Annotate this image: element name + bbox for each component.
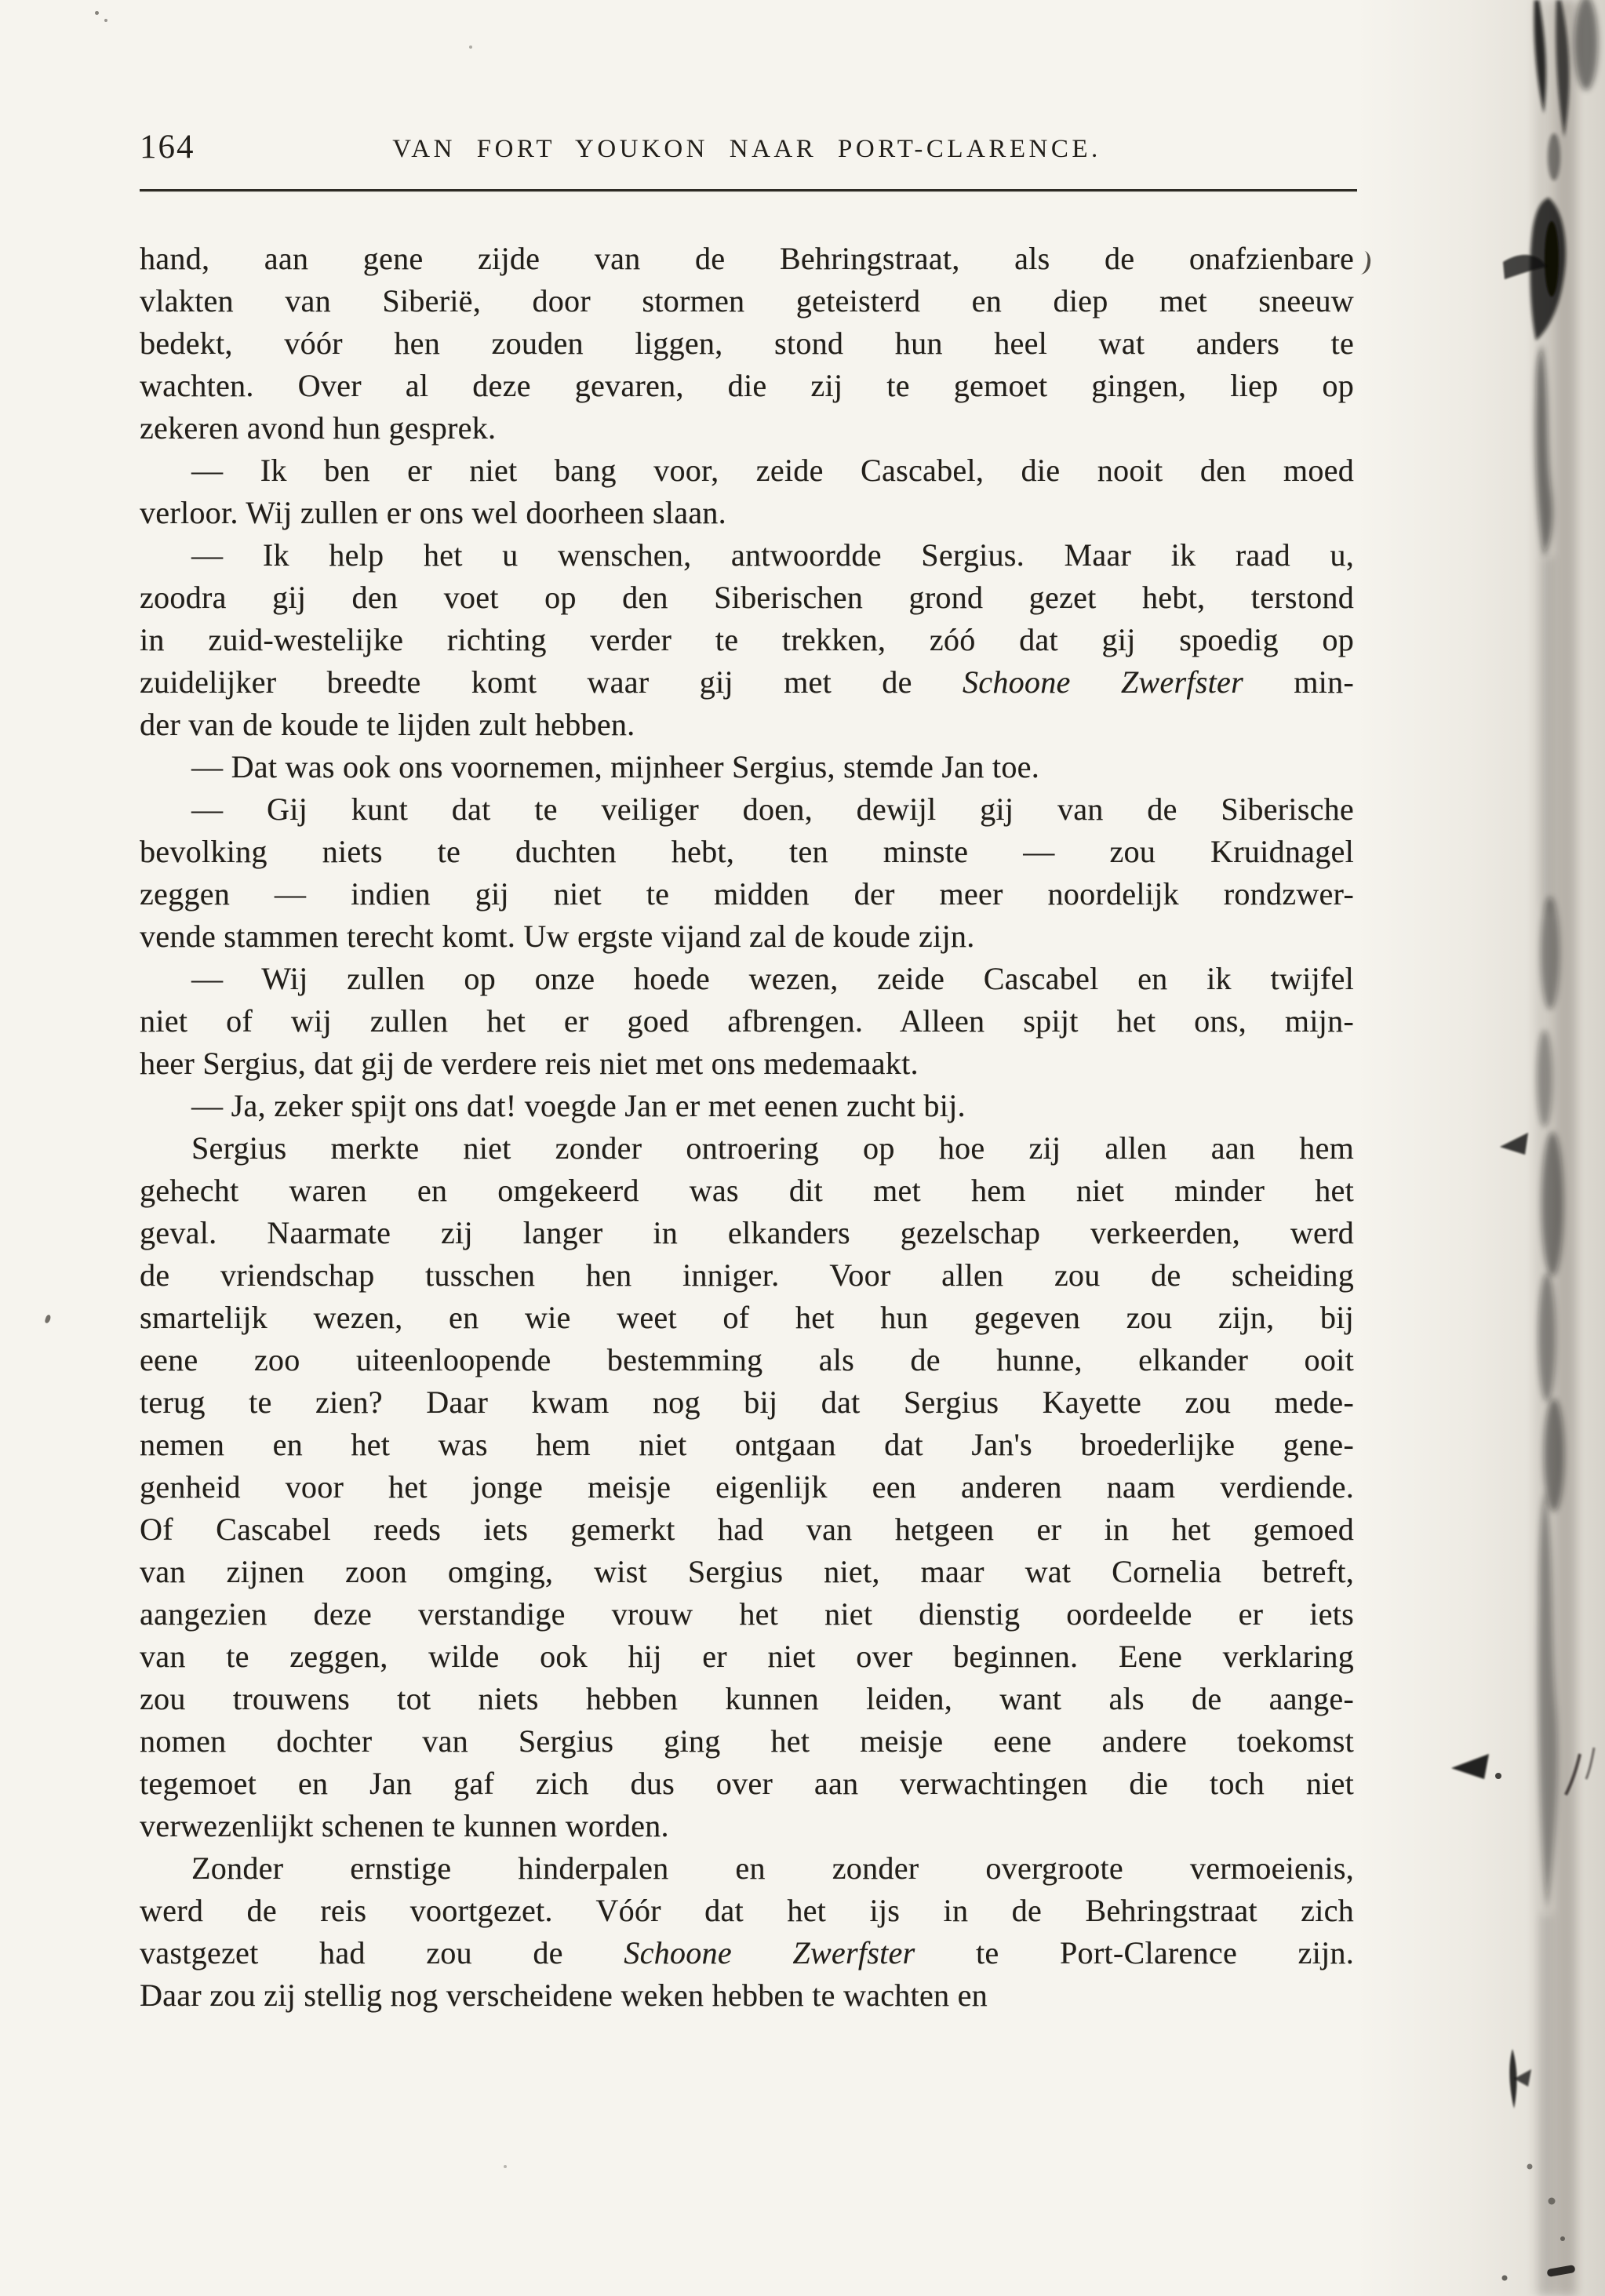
text-segment: te Port-Clarence zijn.: [915, 1935, 1355, 1970]
text-block: [140, 238, 1354, 2017]
text-line: [140, 958, 1354, 1000]
text-segment: genheid voor het jonge meisje eigenlijk een anderen naam verdiende.: [140, 1469, 1354, 1505]
ink-speck: [95, 11, 99, 15]
text-segment: gehecht waren en omgekeerd was dit met hem niet minder het: [140, 1173, 1354, 1208]
text-line: [140, 1932, 1354, 1974]
text-line: [140, 831, 1354, 873]
header-rule: [140, 189, 1357, 191]
page-number: 164: [140, 129, 195, 166]
text-line: [140, 1212, 1354, 1254]
text-segment: bedekt, vóór hen zouden liggen, stond hun heel wat anders te: [140, 326, 1354, 361]
text-line: [140, 1466, 1354, 1508]
text-segment: — Dat was ook ons voornemen, mijnheer Sergius, stemde Jan toe.: [191, 749, 1040, 784]
text-segment: vlakten van Siberië, door stormen geteisterd en diep met sneeuw: [140, 283, 1354, 318]
text-segment: wachten. Over al deze gevaren, die zij te gemoet gingen, liep op: [140, 368, 1354, 403]
ink-speck: [104, 19, 107, 22]
text-segment: Zonder ernstige hinderpalen en zonder overgroote vermoeienis,: [191, 1850, 1354, 1886]
text-line: [140, 788, 1354, 831]
text-segment: — Wij zullen op onze hoede wezen, zeide Cascabel en ik twijfel: [191, 961, 1354, 996]
text-line: [140, 873, 1354, 915]
text-line: [140, 1636, 1354, 1678]
text-segment: hand, aan gene zijde van de Behringstraat, als de onafzienbare: [140, 241, 1354, 276]
text-segment: heer Sergius, dat gij de verdere reis niet met ons medemaakt.: [140, 1046, 919, 1081]
text-segment: tegemoet en Jan gaf zich dus over aan verwachtingen die toch niet: [140, 1766, 1354, 1801]
scan-arrow-mark-upper: [1500, 1133, 1528, 1155]
text-line: [140, 1890, 1354, 1932]
text-line: [140, 1042, 1354, 1085]
paragraph: [140, 238, 1354, 449]
text-segment: terug te zien? Daar kwam nog bij dat Sergius Kayette zou mede-: [140, 1385, 1354, 1420]
ink-speck: [504, 2165, 507, 2168]
text-segment: niet of wij zullen het er goed afbrengen. Alleen spijt het ons, mijn-: [140, 1003, 1354, 1039]
text-segment: nemen en het was hem niet ontgaan dat Jan's broederlijke gene-: [140, 1427, 1354, 1462]
text-line: [140, 1339, 1354, 1381]
italic-text: Schoone Zwerfster: [624, 1935, 915, 1970]
paragraph: [140, 958, 1354, 1085]
paragraph: [140, 449, 1354, 534]
ink-speck: [1357, 250, 1373, 275]
text-segment: Sergius merkte niet zonder ontroering op hoe zij allen aan hem: [191, 1130, 1354, 1166]
text-segment: der van de koude te lijden zult hebben.: [140, 707, 635, 742]
text-segment: geval. Naarmate zij langer in elkanders gezelschap verkeerden, werd: [140, 1215, 1354, 1250]
text-segment: de vriendschap tusschen hen inniger. Voor allen zou de scheiding: [140, 1257, 1354, 1293]
text-line: [140, 1720, 1354, 1763]
text-segment: werd de reis voortgezet. Vóór dat het ijs in de Behringstraat zich: [140, 1893, 1354, 1928]
paragraph: [140, 1085, 1354, 1127]
text-line: [140, 1805, 1354, 1847]
scan-hook-mark: [1509, 2049, 1531, 2109]
text-segment: bevolking niets te duchten hebt, ten minste — zou Kruidnagel: [140, 834, 1354, 869]
ink-speck: [44, 1314, 51, 1323]
text-segment: min-: [1243, 664, 1355, 700]
text-line: [140, 619, 1354, 661]
ink-speck: [469, 45, 472, 49]
text-line: [140, 1297, 1354, 1339]
text-line: [140, 1847, 1354, 1890]
text-segment: verloor. Wij zullen er ons wel doorheen slaan.: [140, 495, 726, 530]
text-segment: vastgezet had zou de: [140, 1935, 624, 1970]
text-segment: — Ik help het u wenschen, antwoordde Sergius. Maar ik raad u,: [191, 537, 1354, 573]
binding-shadow-band: [1412, 0, 1605, 2296]
running-title: VAN FORT YOUKON NAAR PORT-CLARENCE.: [392, 135, 1101, 163]
text-line: [140, 577, 1354, 619]
text-segment: smartelijk wezen, en wie weet of het hun gegeven zou zijn, bij: [140, 1300, 1354, 1335]
text-line: [140, 280, 1354, 322]
text-segment: Of Cascabel reeds iets gemerkt had van hetgeen er in het gemoed: [140, 1512, 1354, 1547]
text-line: [140, 1551, 1354, 1593]
paragraph: [140, 534, 1354, 746]
text-line: [140, 1254, 1354, 1297]
text-segment: van zijnen zoon omging, wist Sergius niet, maar wat Cornelia betreft,: [140, 1554, 1354, 1589]
text-segment: verwezenlijkt schenen te kunnen worden.: [140, 1808, 669, 1843]
text-line: [140, 534, 1354, 577]
text-line: [140, 1127, 1354, 1170]
text-segment: vende stammen terecht komt. Uw ergste vijand zal de koude zijn.: [140, 919, 975, 954]
text-line: [140, 322, 1354, 365]
text-segment: zekeren avond hun gesprek.: [140, 410, 497, 446]
text-line: [140, 1593, 1354, 1636]
text-segment: — Ik ben er niet bang voor, zeide Cascabel, die nooit den moed: [191, 453, 1354, 488]
text-segment: — Ja, zeker spijt ons dat! voegde Jan er met eenen zucht bij.: [191, 1088, 966, 1123]
text-segment: zuidelijker breedte komt waar gij met de: [140, 664, 963, 700]
text-segment: aangezien deze verstandige vrouw het niet dienstig oordeelde er iets: [140, 1596, 1354, 1632]
text-line: [140, 1763, 1354, 1805]
italic-text: Schoone Zwerfster: [962, 664, 1243, 700]
text-line: [140, 704, 1354, 746]
text-segment: nomen dochter van Sergius ging het meisje eene andere toekomst: [140, 1723, 1354, 1759]
text-line: [140, 661, 1354, 704]
text-segment: zoodra gij den voet op den Siberischen grond gezet hebt, terstond: [140, 580, 1354, 615]
text-line: [140, 1085, 1354, 1127]
text-line: [140, 1508, 1354, 1551]
text-line: [140, 1424, 1354, 1466]
text-segment: van te zeggen, wilde ook hij er niet over beginnen. Eene verklaring: [140, 1639, 1354, 1674]
paragraph: [140, 746, 1354, 788]
text-line: [140, 238, 1354, 280]
text-segment: — Gij kunt dat te veiliger doen, dewijl gij van de Siberische: [191, 791, 1354, 827]
text-segment: zou trouwens tot niets hebben kunnen leiden, want als de aange-: [140, 1681, 1354, 1716]
paragraph: [140, 788, 1354, 958]
text-line: [140, 492, 1354, 534]
text-line: [140, 1678, 1354, 1720]
text-line: [140, 915, 1354, 958]
text-line: [140, 449, 1354, 492]
text-line: [140, 1000, 1354, 1042]
text-segment: zeggen — indien gij niet te midden der meer noordelijk rondzwer-: [140, 876, 1354, 911]
text-line: [140, 1974, 1354, 2017]
paragraph: [140, 1847, 1354, 2017]
text-segment: Daar zou zij stellig nog verscheidene weken hebben te wachten en: [140, 1978, 988, 2013]
text-line: [140, 1381, 1354, 1424]
text-segment: in zuid-westelijke richting verder te trekken, zóó dat gij spoedig op: [140, 622, 1354, 657]
text-segment: eene zoo uiteenloopende bestemming als de hunne, elkander ooit: [140, 1342, 1354, 1377]
text-line: [140, 1170, 1354, 1212]
text-line: [140, 365, 1354, 407]
text-line: [140, 407, 1354, 449]
text-line: [140, 746, 1354, 788]
paragraph: [140, 1127, 1354, 1847]
